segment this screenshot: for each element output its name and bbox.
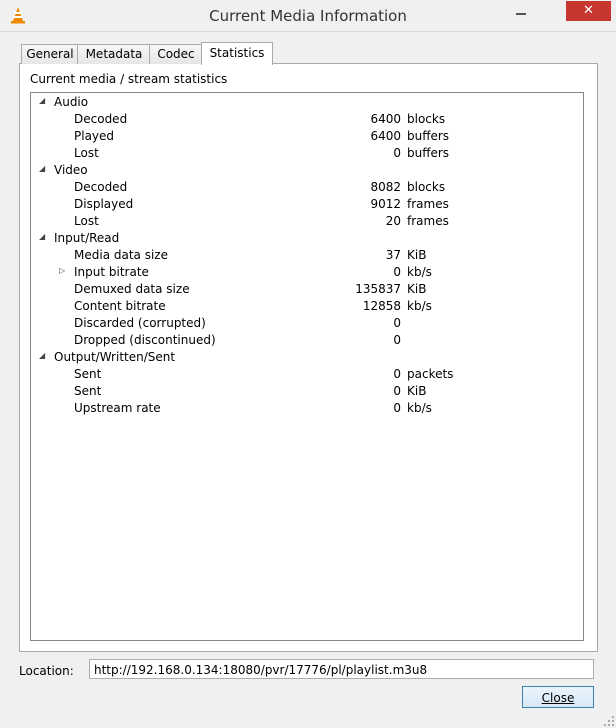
stat-value: 0 [393, 316, 401, 330]
location-label: Location: [19, 664, 74, 678]
stat-value: 37 [385, 248, 401, 262]
stat-row[interactable] [31, 128, 583, 145]
stat-row[interactable] [31, 332, 583, 349]
stat-value: 135837 [355, 282, 401, 296]
window-close-button[interactable]: ✕ [566, 1, 611, 21]
stat-row[interactable] [31, 111, 583, 128]
stat-value: 6400 [370, 112, 401, 126]
stat-label: Dropped (discontinued) [74, 333, 216, 347]
category-row-output[interactable] [31, 349, 583, 366]
close-button[interactable] [522, 686, 594, 708]
category-label: Video [54, 163, 88, 177]
stat-value: 0 [393, 265, 401, 279]
stat-unit: frames [407, 197, 449, 211]
expanded-arrow-icon[interactable]: ◢ [39, 96, 46, 105]
tab-metadata[interactable]: Metadata [77, 44, 151, 64]
category-row-input-read[interactable] [31, 230, 583, 247]
expanded-arrow-icon[interactable]: ◢ [39, 351, 46, 360]
category-label: Audio [54, 95, 89, 109]
statistics-tree[interactable] [30, 92, 584, 641]
stat-value: 0 [393, 333, 401, 347]
stat-value: 20 [385, 214, 401, 228]
title-bar [0, 0, 616, 32]
stat-value: 8082 [370, 180, 401, 194]
stat-unit: kb/s [407, 401, 432, 415]
tab-statistics[interactable]: Statistics [201, 42, 273, 65]
stat-unit: packets [407, 367, 454, 381]
stat-label: Media data size [74, 248, 168, 262]
stat-unit: buffers [407, 146, 450, 160]
resize-grip-icon[interactable] [604, 716, 614, 726]
stat-value: 12858 [362, 299, 401, 313]
stat-row[interactable] [31, 145, 583, 162]
stat-label: Lost [74, 146, 99, 160]
category-label: Output/Written/Sent [54, 350, 176, 364]
stat-row-input-bitrate[interactable] [31, 264, 583, 281]
category-label: Input/Read [54, 231, 120, 245]
stat-row[interactable] [31, 315, 583, 332]
stat-label: Sent [74, 384, 102, 398]
stat-unit: frames [407, 214, 449, 228]
stat-label: Lost [74, 214, 99, 228]
stat-value: 9012 [370, 197, 401, 211]
stat-row[interactable] [31, 298, 583, 315]
tab-codec[interactable]: Codec [149, 44, 203, 64]
stat-row[interactable] [31, 281, 583, 298]
category-row-video[interactable] [31, 162, 583, 179]
category-row-audio[interactable] [31, 94, 583, 111]
stat-row[interactable] [31, 196, 583, 213]
stat-value: 0 [393, 146, 401, 160]
stat-unit: KiB [407, 282, 427, 296]
collapsed-arrow-icon[interactable]: ▷ [59, 266, 66, 275]
stat-value: 0 [393, 401, 401, 415]
expanded-arrow-icon[interactable]: ◢ [39, 164, 46, 173]
stat-label: Content bitrate [74, 299, 166, 313]
stat-unit: KiB [407, 384, 427, 398]
stat-unit: KiB [407, 248, 427, 262]
stat-value: 0 [393, 367, 401, 381]
stat-label: Discarded (corrupted) [74, 316, 206, 330]
stat-row[interactable] [31, 400, 583, 417]
close-button-label: Close [541, 691, 575, 705]
stat-unit: blocks [407, 112, 446, 126]
stat-label: Demuxed data size [74, 282, 190, 296]
location-field[interactable]: http://192.168.0.134:18080/pvr/17776/pl/playlist.m3u8 [89, 659, 594, 679]
statistics-group-label: Current media / stream statistics [30, 72, 228, 86]
stat-row[interactable] [31, 366, 583, 383]
stat-label: Decoded [74, 112, 128, 126]
stat-unit: buffers [407, 129, 450, 143]
stat-row[interactable] [31, 383, 583, 400]
stat-unit: kb/s [407, 299, 432, 313]
tab-general[interactable]: General [21, 44, 79, 64]
stat-label: Upstream rate [74, 401, 161, 415]
stat-value: 0 [393, 384, 401, 398]
stat-label: Played [74, 129, 115, 143]
stat-label: Sent [74, 367, 102, 381]
stat-unit: blocks [407, 180, 446, 194]
stat-label: Decoded [74, 180, 128, 194]
window-title: Current Media Information [209, 7, 407, 25]
stat-value: 6400 [370, 129, 401, 143]
stat-label: Input bitrate [74, 265, 149, 279]
stat-row[interactable] [31, 213, 583, 230]
stat-unit: kb/s [407, 265, 432, 279]
stat-label: Displayed [74, 197, 134, 211]
stat-row[interactable] [31, 179, 583, 196]
expanded-arrow-icon[interactable]: ◢ [39, 232, 46, 241]
minimize-icon[interactable] [512, 6, 532, 20]
stat-row[interactable] [31, 247, 583, 264]
